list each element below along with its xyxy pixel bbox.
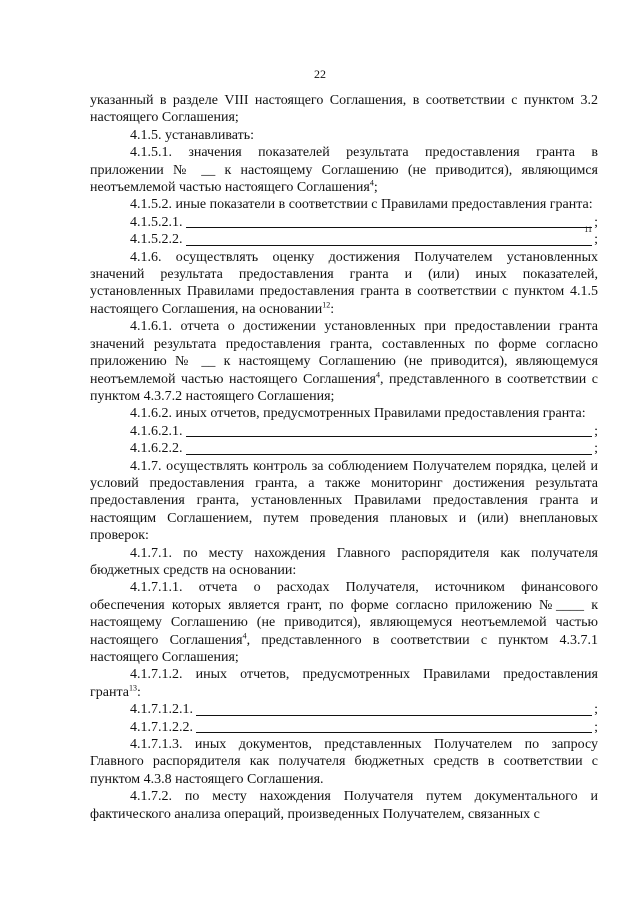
blank-line: 4.1.6.2.2. ; xyxy=(130,441,598,457)
footnote-ref: 13 xyxy=(128,683,137,693)
underline-blank xyxy=(186,442,593,455)
paragraph: 4.1.5.2. иные показатели в соответствии с Правилами предоставления гранта: xyxy=(130,197,593,213)
underline-blank xyxy=(196,720,592,733)
underline-blank xyxy=(196,703,592,716)
footnote-ref: 4 xyxy=(369,178,374,188)
paragraph: 4.1.7.1. по месту нахождения Главного распорядителя как получателя бюджетных средств на основании: xyxy=(90,545,598,578)
paragraph: 4.1.5. устанавливать: xyxy=(130,127,254,143)
paragraph: 4.1.7.1.2. иных отчетов, предусмотренных Правилами предоставления гранта$^{13}$: xyxy=(90,667,598,700)
footnote-ref: 4 xyxy=(376,369,380,379)
footnote-ref: 4 xyxy=(242,630,247,640)
paragraph: указанный в разделе VIII настоящего Соглашения, в соответствии с пунктом 3.2 настоящего Соглашения; xyxy=(90,93,598,126)
paragraph: 4.1.5.1. значения показателей результата предоставления гранта в приложении № __ к настоящему Соглашению (не приводится), являющимся неотъемлемой частью настоящего Соглашения$^4$; xyxy=(90,145,598,196)
underline-blank xyxy=(186,215,593,228)
paragraph: 4.1.6.1. отчета о достижении установленных при предоставлении гранта значений результата предоставления гранта, составленных по форме согласно приложению № __ к настоящему Соглашению (не приводится), являющемуся неотъемлемой частью настоящего Соглашения$^4$, представленного в соответствии с пунктом 4.3.7.2 настоящего Соглашения; xyxy=(90,319,599,404)
paragraph: 4.1.6.2. иных отчетов, предусмотренных Правилами предоставления гранта: xyxy=(130,406,586,422)
underline-blank xyxy=(186,233,593,246)
blank-line: 4.1.7.1.2.2. ; xyxy=(130,719,598,735)
paragraph: 4.1.7.1.3. иных документов, представленных Получателем по запросу Главного распорядителя как получателя бюджетных средств в соответствии с пунктом 4.3.8 настоящего Соглашения. xyxy=(90,737,598,787)
document-body xyxy=(90,92,598,823)
blank-line: 4.1.5.2.2. 11 ; xyxy=(130,225,598,248)
paragraph: 4.1.6. осуществлять оценку достижения Получателем установленных значений результата предоставления гранта и (или) иных показателей, установленных Правилами предоставления гранта в соответствии с пунктом 4.1.5 настоящего Соглашения, на основании$^{12}$: xyxy=(90,249,598,317)
paragraph: 4.1.7.2. по месту нахождения Получателя путем документального и фактического анализа операций, произведенных Получателем, связанных с xyxy=(90,789,598,822)
footnote-ref: 12 xyxy=(322,300,331,310)
blank-line: 4.1.5.2.1. ; xyxy=(130,214,598,230)
page-number: 22 xyxy=(314,67,326,81)
blank-line: 4.1.6.2.1. ; xyxy=(130,423,598,439)
paragraph: 4.1.7. осуществлять контроль за соблюдением Получателем порядка, целей и условий предоставления гранта, а также мониторинг достижения результата предоставления гранта, установленных Правилами предоставления гранта и настоящим Соглашением, путем проведения плановых и (или) внеплановых проверок: xyxy=(90,458,598,544)
underline-blank xyxy=(186,424,593,437)
paragraph: 4.1.7.1.1. отчета о расходах Получателя, источником финансового обеспечения которых является грант, по форме согласно приложению №____ к настоящему Соглашению (не приводится), являющемуся неотъемлемой частью настоящего Соглашения$^4$, представленного в соответствии с пунктом 4.3.7.1 настоящего Соглашения; xyxy=(90,580,598,665)
blank-line: 4.1.7.1.2.1. ; xyxy=(130,702,598,718)
